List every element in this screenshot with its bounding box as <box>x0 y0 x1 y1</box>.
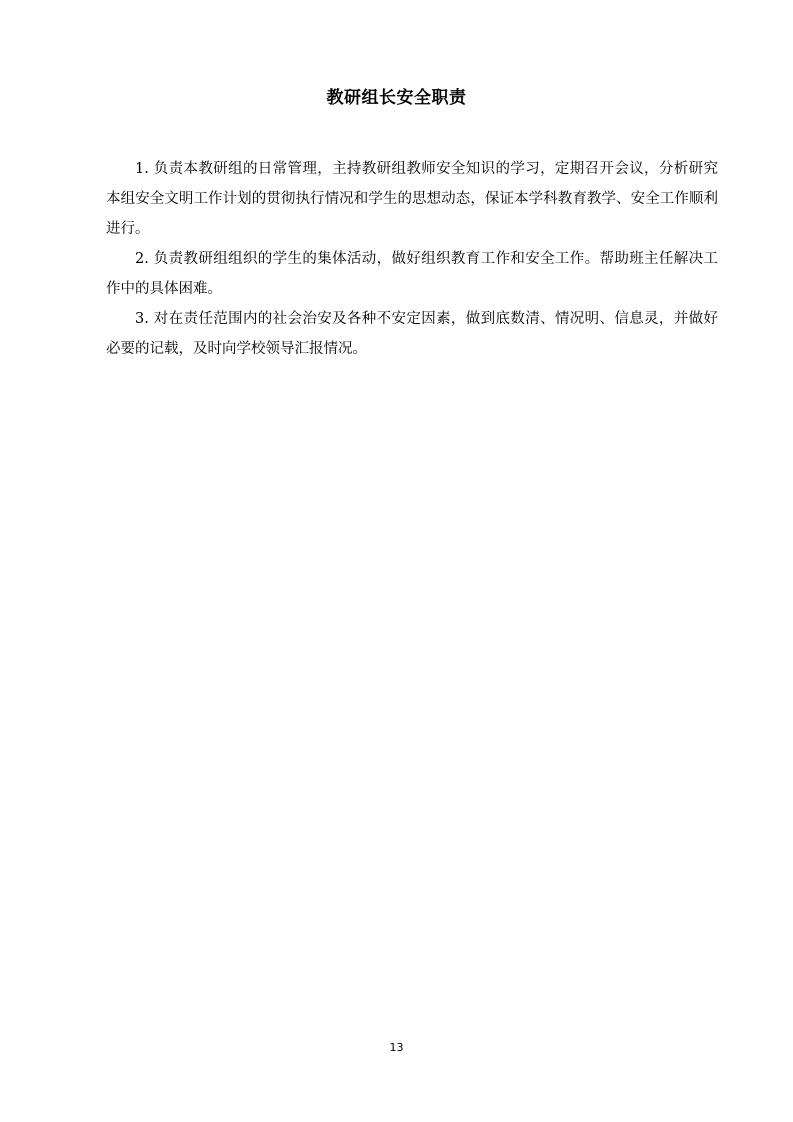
duty-paragraph-1: 1. 负责本教研组的日常管理，主持教研组教师安全知识的学习，定期召开会议，分析研究本组安全文明工作计划的贯彻执行情况和学生的思想动态，保证本学科教育教学、安全工作顺利进行。 <box>106 161 718 237</box>
document-body <box>106 154 718 364</box>
document-title: 教研组长安全职责 <box>326 88 467 108</box>
duty-paragraph-2: 2. 负责教研组组织的学生的集体活动，做好组织教育工作和安全工作。帮助班主任解决工作中的具体困难。 <box>106 251 718 297</box>
page-number: 13 <box>389 1041 404 1054</box>
duty-paragraph-3: 3. 对在责任范围内的社会治安及各种不安定因素，做到底数清、情况明、信息灵，并做好必要的记载，及时向学校领导汇报情况。 <box>106 311 718 357</box>
